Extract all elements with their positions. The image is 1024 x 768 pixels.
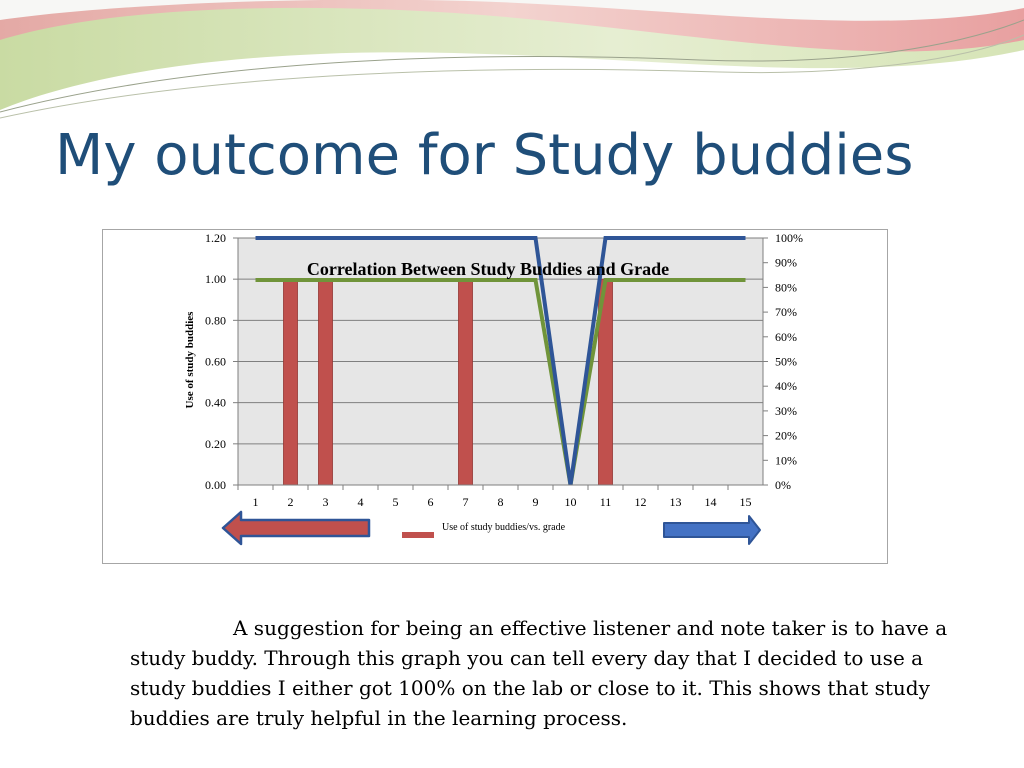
y2-tick-label: 100% (775, 231, 803, 245)
x-tick-label: 5 (392, 495, 399, 509)
y2-tick-label: 30% (775, 403, 797, 418)
y2-tick-label: 40% (775, 379, 797, 394)
y2-tick-label: 90% (775, 255, 797, 270)
chart-container (102, 229, 888, 564)
x-tick-label: 14 (704, 495, 717, 509)
y2-tick-label: 80% (775, 280, 797, 295)
y-tick-label: 0.40 (205, 395, 226, 410)
x-tick-label: 3 (322, 495, 329, 509)
x-tick-label: 12 (634, 495, 647, 509)
x-tick-label: 4 (357, 495, 364, 509)
bar (459, 279, 473, 485)
chart (103, 230, 887, 563)
y2-tick-label: 0% (775, 478, 791, 492)
slide-title: My outcome for Study buddies (55, 123, 914, 188)
bar (284, 279, 298, 485)
x-tick-label: 15 (739, 495, 752, 509)
decorative-header-swoosh (0, 0, 1024, 130)
x-tick-label: 6 (427, 495, 434, 509)
x-tick-label: 7 (462, 495, 469, 509)
y-axis-label: Use of study buddies (184, 311, 196, 409)
x-tick-label: 2 (287, 495, 294, 509)
x-tick-label: 13 (669, 495, 682, 509)
y-tick-label: 0.20 (205, 436, 226, 451)
y2-tick-label: 10% (775, 453, 797, 468)
y-tick-label: 1.00 (205, 272, 226, 287)
bar (319, 279, 333, 485)
y-tick-label: 0.60 (205, 354, 226, 369)
y-tick-label: 0.80 (205, 313, 226, 328)
y-tick-label: 1.20 (205, 231, 226, 245)
x-tick-label: 8 (497, 495, 504, 509)
y2-tick-label: 20% (775, 428, 797, 443)
body-paragraph: A suggestion for being an effective listener and note taker is to have a study buddy. Through this graph you can tell every day that I decided to use a study buddies I either got 100% on the lab or close to it. This shows that study buddies are truly helpful in the learning process. (130, 616, 948, 730)
x-tick-label: 11 (599, 495, 612, 509)
x-tick-label: 1 (252, 495, 259, 509)
chart-title: Correlation Between Study Buddies and Grade (306, 259, 670, 279)
legend-swatch (402, 532, 434, 538)
y2-tick-label: 70% (775, 305, 797, 320)
left-arrow-icon (223, 512, 369, 544)
legend-label: Use of study buddies/vs. grade (442, 522, 566, 533)
x-tick-label: 9 (532, 495, 539, 509)
right-arrow-icon (664, 516, 760, 544)
y2-tick-label: 50% (775, 354, 797, 369)
x-tick-label: 10 (564, 495, 577, 509)
y-tick-label: 0.00 (205, 478, 226, 492)
y2-tick-label: 60% (775, 329, 797, 344)
